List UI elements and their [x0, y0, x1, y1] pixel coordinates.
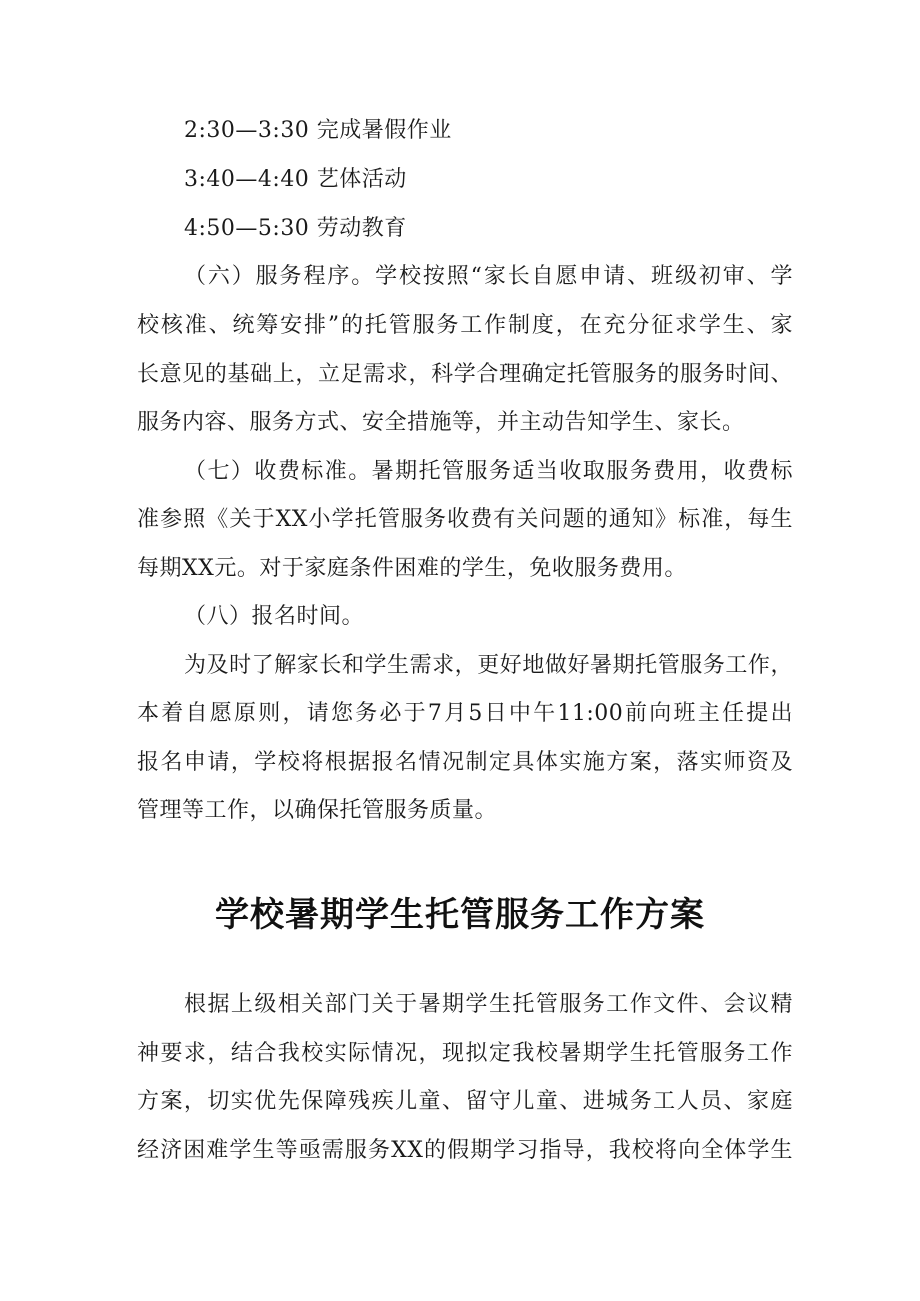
- paragraph-line: 方案，切实优先保障残疾儿童、留守儿童、进城务工人员、家庭: [137, 1089, 793, 1114]
- paragraph-line: 经济困难学生等亟需服务XX的假期学习指导，我校将向全体学生: [137, 1138, 793, 1163]
- schedule-line: 2:30—3:30 完成暑假作业: [184, 118, 452, 143]
- paragraph-line: 准参照《关于XX小学托管服务收费有关问题的通知》标准，每生: [137, 507, 793, 532]
- paragraph-line: 长意见的基础上，立足需求，科学合理确定托管服务的服务时间、: [137, 362, 793, 387]
- paragraph-line: 服务内容、服务方式、安全措施等，并主动告知学生、家长。: [137, 410, 745, 435]
- paragraph-line: （六）服务程序。学校按照“家长自愿申请、班级初审、学: [184, 264, 793, 289]
- paragraph-line: 为及时了解家长和学生需求，更好地做好暑期托管服务工作，: [184, 653, 793, 678]
- schedule-line: 3:40—4:40 艺体活动: [184, 167, 407, 192]
- paragraph-line: 报名申请，学校将根据报名情况制定具体实施方案，落实师资及: [137, 750, 793, 775]
- document-title: 学校暑期学生托管服务工作方案: [215, 895, 705, 935]
- paragraph-line: 根据上级相关部门关于暑期学生托管服务工作文件、会议精: [184, 992, 793, 1017]
- schedule-line: 4:50—5:30 劳动教育: [184, 216, 407, 241]
- paragraph-line: 管理等工作，以确保托管服务质量。: [137, 798, 498, 823]
- section-heading: （八）报名时间。: [184, 604, 365, 629]
- paragraph-line: （七）收费标准。暑期托管服务适当收取服务费用，收费标: [184, 459, 793, 484]
- paragraph-line: 神要求，结合我校实际情况，现拟定我校暑期学生托管服务工作: [137, 1041, 793, 1066]
- paragraph-line: 校核准、统筹安排”的托管服务工作制度，在充分征求学生、家: [137, 313, 793, 338]
- paragraph-line: 本着自愿原则，请您务必于7月5日中午11:00前向班主任提出: [137, 701, 793, 726]
- paragraph-line: 每期XX元。对于家庭条件困难的学生，免收服务费用。: [137, 556, 687, 581]
